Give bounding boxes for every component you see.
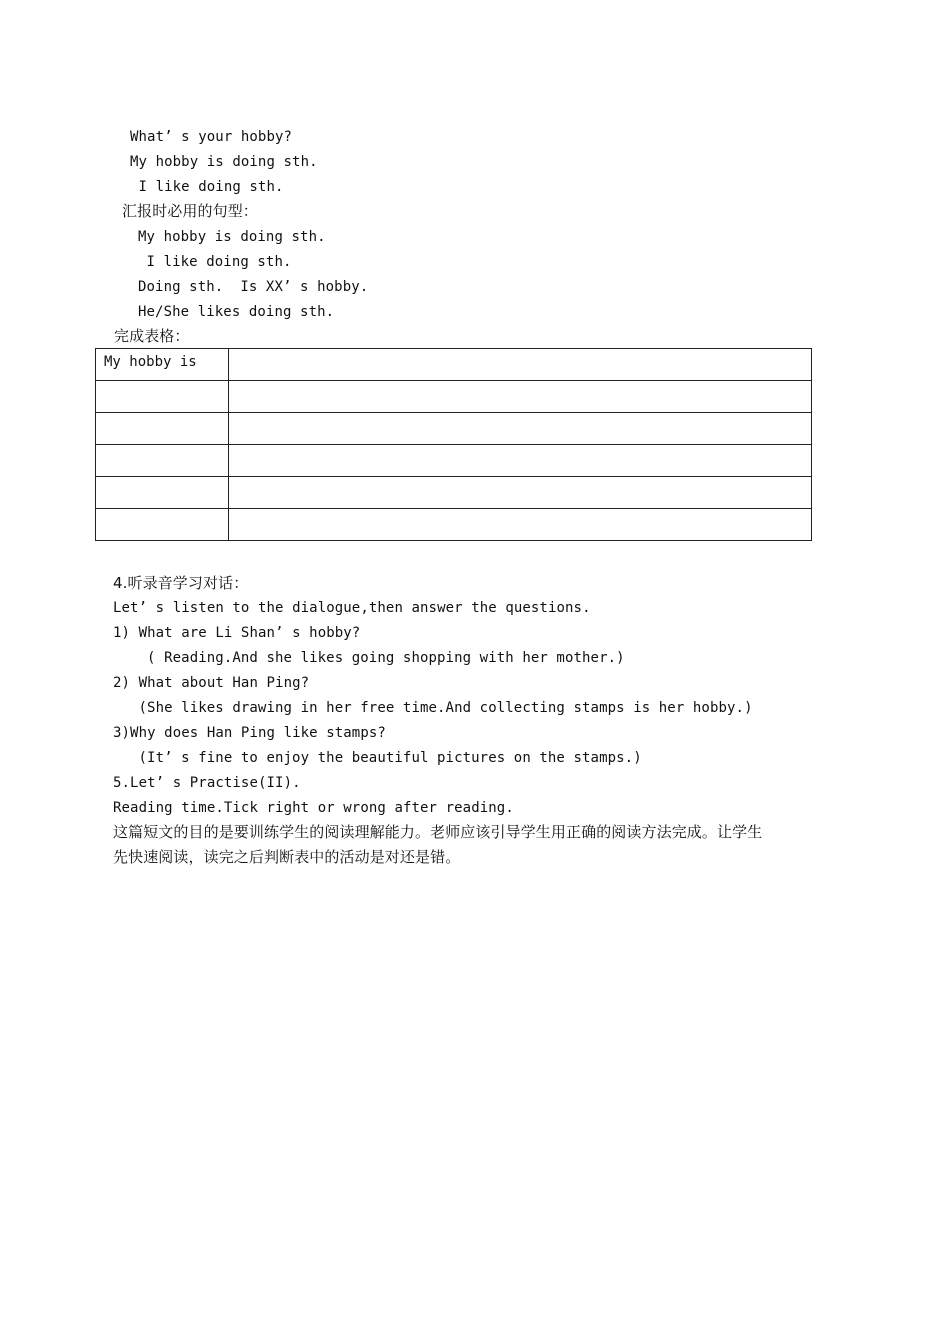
table-cell — [229, 413, 812, 445]
table-cell — [96, 413, 229, 445]
table-cell — [96, 477, 229, 509]
table-cell — [96, 509, 229, 541]
question-3: 3)Why does Han Ping like stamps? — [113, 725, 386, 741]
teacher-note-line-2: 先快速阅读，读完之后判断表中的活动是对还是错。 — [113, 848, 461, 866]
answer-2: (She likes drawing in her free time.And collecting stamps is her hobby.) — [130, 700, 753, 716]
table-cell — [229, 477, 812, 509]
hobby-table — [95, 348, 812, 541]
question-2: 2) What about Han Ping? — [113, 675, 310, 691]
pattern-question: What’ s your hobby? — [130, 129, 293, 145]
report-heading: 汇报时必用的句型： — [122, 202, 258, 220]
question-1: 1) What are Li Shan’ s hobby? — [113, 625, 361, 641]
table-row — [96, 509, 812, 541]
table-row — [96, 381, 812, 413]
pattern-answer-2: I like doing sth. — [130, 179, 284, 195]
section5-title: 5.Let’ s Practise(II). — [113, 775, 301, 791]
report-pattern-3: Doing sth. Is XX’ s hobby. — [138, 279, 369, 295]
report-pattern-1: My hobby is doing sth. — [138, 229, 326, 245]
table-row — [96, 349, 812, 381]
table-cell — [229, 445, 812, 477]
section5-intro: Reading time.Tick right or wrong after reading. — [113, 800, 514, 816]
report-pattern-2: I like doing sth. — [138, 254, 292, 270]
table-cell — [229, 349, 812, 381]
table-row — [96, 413, 812, 445]
table-cell — [96, 445, 229, 477]
table-cell — [229, 509, 812, 541]
section4-intro: Let’ s listen to the dialogue,then answer the questions. — [113, 600, 591, 616]
answer-3: (It’ s fine to enjoy the beautiful pictures on the stamps.) — [130, 750, 642, 766]
table-cell — [229, 381, 812, 413]
pattern-answer-1: My hobby is doing sth. — [130, 154, 318, 170]
table-cell — [96, 381, 229, 413]
answer-1: ( Reading.And she likes going shopping with her mother.) — [130, 650, 625, 666]
table-row — [96, 477, 812, 509]
teacher-note-line-1: 这篇短文的目的是要训练学生的阅读理解能力。老师应该引导学生用正确的阅读方法完成。让学生 — [113, 823, 763, 841]
table-heading: 完成表格： — [114, 327, 190, 345]
section4-title: 4.听录音学习对话： — [113, 574, 249, 592]
table-row — [96, 445, 812, 477]
report-pattern-4: He/She likes doing sth. — [138, 304, 335, 320]
table-cell: My hobby is — [96, 349, 229, 381]
